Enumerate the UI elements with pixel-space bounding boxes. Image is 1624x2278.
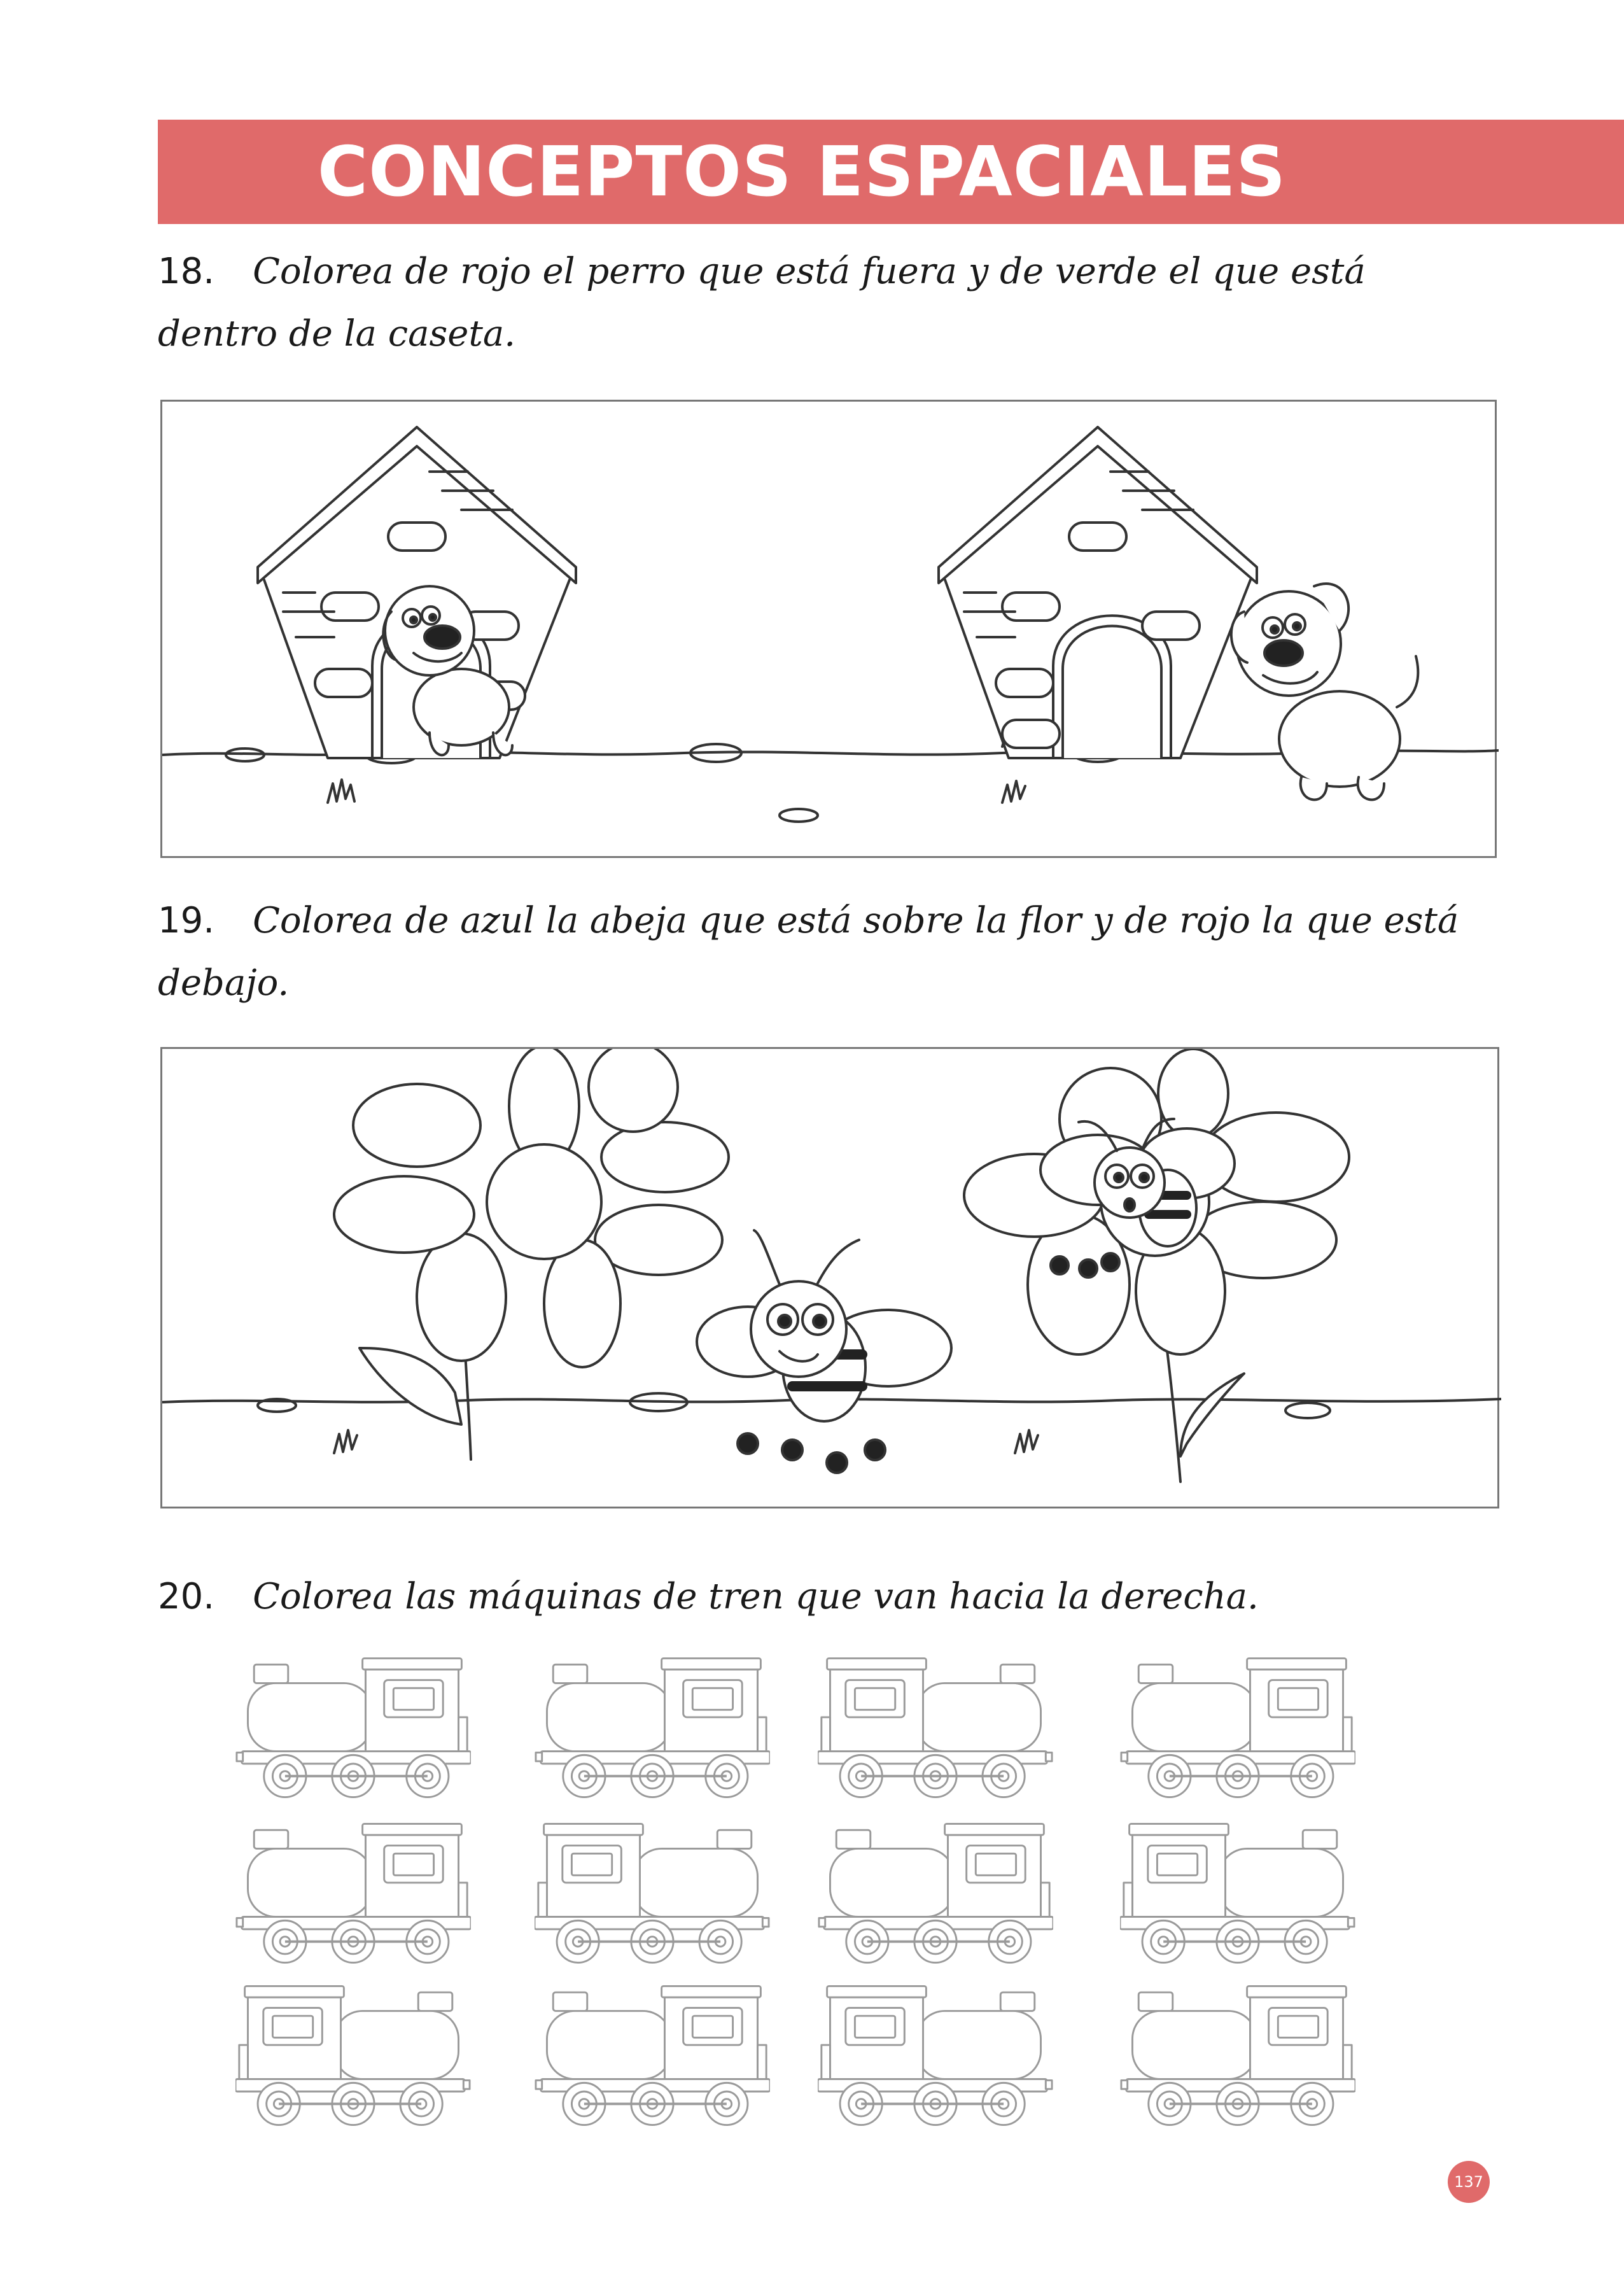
trains-grid: [235, 1655, 1394, 2151]
question-number: 18.: [158, 251, 215, 292]
train-engine-icon: [1120, 1655, 1355, 1801]
page-number-badge: [1448, 2161, 1490, 2203]
train-engine-icon: [235, 1983, 471, 2129]
question-text: Colorea las máquinas de tren que van hacia la derecha.: [253, 1576, 1259, 1617]
train-engine-icon: [235, 1820, 471, 1967]
question-20: [158, 1566, 1494, 1628]
question-text: Colorea de rojo el perro que está fuera y de verde el que está dentro de la caseta.: [158, 251, 1366, 355]
train-engine-icon: [818, 1820, 1053, 1967]
flowers-illustration: [160, 1047, 1499, 1508]
doghouse-icon: [939, 427, 1257, 758]
doghouse-illustration: [160, 400, 1497, 858]
train-engine-icon: [1120, 1820, 1355, 1967]
flower-icon: [334, 1049, 729, 1459]
question-number: 20.: [158, 1576, 215, 1617]
question-19: [158, 890, 1494, 1015]
question-text: Colorea de azul la abeja que está sobre la flor y de rojo la que está debajo.: [158, 900, 1459, 1004]
train-engine-icon: [535, 1820, 770, 1967]
train-engine-icon: [535, 1983, 770, 2129]
dog-icon: [1231, 584, 1418, 799]
page-number: 137: [1454, 2173, 1483, 2191]
train-engine-icon: [818, 1983, 1053, 2129]
bee-icon: [697, 1230, 951, 1473]
title-banner: [158, 120, 1624, 224]
page-title: CONCEPTOS ESPACIALES: [317, 132, 1287, 212]
train-engine-icon: [535, 1655, 770, 1801]
question-18: [158, 241, 1494, 365]
question-number: 19.: [158, 900, 215, 941]
train-engine-icon: [818, 1655, 1053, 1801]
train-engine-icon: [235, 1655, 471, 1801]
train-engine-icon: [1120, 1983, 1355, 2129]
